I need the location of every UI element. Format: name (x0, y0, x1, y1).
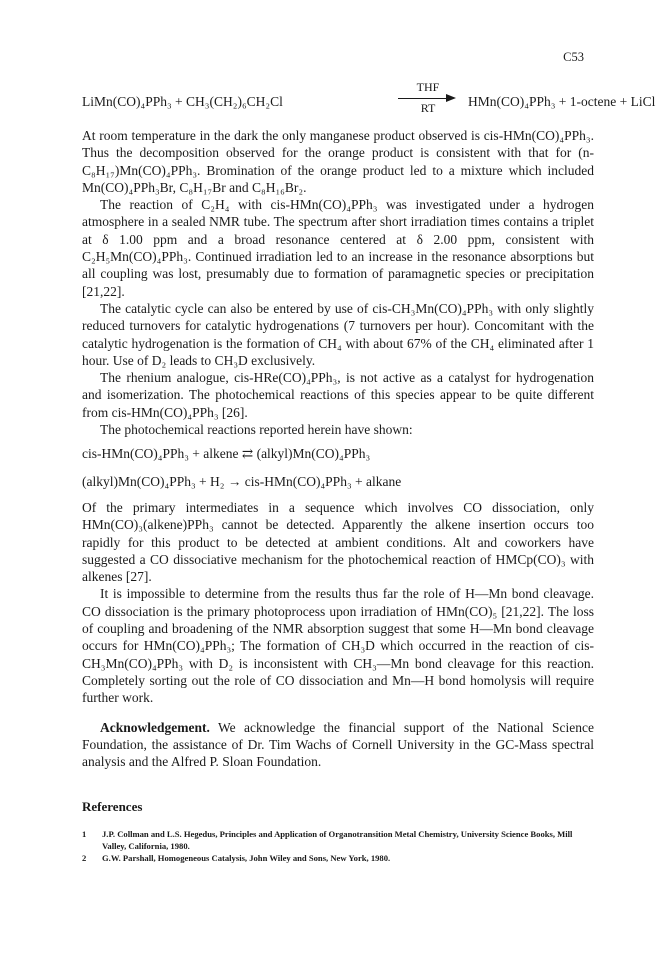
arrow-solvent-label: THF (416, 80, 440, 94)
reference-number: 2 (82, 853, 87, 863)
paragraph: It is impossible to determine from the results thus far the role of H—Mn bond cleavage. CO dissociation is the primary photoprocess upon irradiation of HMn(CO)₅ [21,22]. The loss of coupling and broadening of the NMR absorption suggest that some H—Mn bond cleavage occurs for HMn(CO)₄PPh₃; The formation of CH₃D which occurred in the reaction of cis-CH₃Mn(CO)₄PPh₃ with D₂ is inconsistent with CH₃—Mn bond cleavage for this reaction. Completely sorting out the role of CO dissociation and Mn—H bond homolysis will require further work. (82, 586, 594, 706)
reference-text: G.W. Parshall, Homogeneous Catalysis, John Wiley and Sons, New York, 1980. (102, 853, 391, 863)
acknowledgement-heading: Acknowledgement. (100, 719, 210, 735)
body-text (82, 127, 594, 770)
paragraph: At room temperature in the dark the only manganese product observed is cis-HMn(CO)₄PPh₃. Thus the decomposition observed for the orange product is consistent with that for (n-C₈H₁₇)Mn(CO)₄PPh₃. Bromination of the orange product led to a mixture which included Mn(CO)₄PPh₃Br, C₈H₁₇Br and C₈H₁₆Br₂. (82, 128, 594, 195)
reference-number: 1 (82, 829, 87, 839)
reaction-arrow (396, 80, 460, 114)
paragraph: The photochemical reactions reported herein have shown: (100, 422, 413, 438)
arrow-condition-label: RT (420, 101, 436, 115)
reference-text: J.P. Collman and L.S. Hegedus, Principles and Application of Organotransition Metal Chemistry, University Science Books, Mill Valley, California, 1980. (102, 829, 573, 851)
equation-products: HMn(CO)₄PPh₃ + 1-octene + LiCl (468, 94, 656, 109)
paragraph: Of the primary intermediates in a sequence which involves CO dissociation, only HMn(CO)₃(alkene)PPh₃ cannot be detected. Apparently the alkene insertion occurs too rapidly for this product to be detected at ambient conditions. Alt and coworkers have suggested a CO dissociative mechanism for the photochemical reaction of HMCp(CO)₃ with alkenes [27]. (82, 499, 594, 585)
references-heading: References (82, 799, 143, 814)
paragraph: The catalytic cycle can also be entered by use of cis-CH₃Mn(CO)₄PPh₃ with only slightly reduced turnovers for catalytic hydrogenations (7 turnovers per hour). Concomitant with the catalytic hydrogenation is the formation of CH₄ with about 67% of the CH₄ eliminated after 1 hour. Use of D₂ leads to CH₃D exclusively. (82, 300, 594, 368)
reference-list (82, 829, 594, 866)
paragraph: The rhenium analogue, cis-HRe(CO)₄PPh₃, is not active as a catalyst for hydrogenation and isomerization. The photochemical reactions of this species appear to be quite different from cis-HMn(CO)₄PPh₃ [26]. (82, 370, 594, 420)
page-number: C53 (563, 50, 584, 64)
acknowledgement-text: We acknowledge the financial support of the National Science Foundation, the assistance of Dr. Tim Wachs of Cornell University in the GC-Mass spectral analysis and the Alfred P. Sloan Foundation. (82, 719, 594, 770)
reference-item (82, 853, 594, 865)
reaction-line: cis-HMn(CO)₄PPh₃ + alkene ⇄ (alkyl)Mn(CO)₄PPh₃ (82, 446, 371, 462)
reaction-equation (82, 80, 656, 115)
arrow-line (398, 98, 448, 99)
reaction-line: (alkyl)Mn(CO)₄PPh₃ + H₂ → cis-HMn(CO)₄PPh₃ + alkane (82, 473, 402, 489)
acknowledgement (82, 719, 594, 771)
reference-item (82, 829, 594, 852)
equation-reactants: LiMn(CO)₄PPh₃ + CH₃(CH₂)₆CH₂Cl (82, 94, 283, 109)
paragraph: The reaction of C₂H₄ with cis-HMn(CO)₄PPh₃ was investigated under a hydrogen atmosphere in a sealed NMR tube. The spectrum after short irradiation times contains a triplet at δ 1.00 ppm and a broad resonance centered at δ 2.00 ppm, consistent with C₂H₅Mn(CO)₄PPh₃. Continued irradiation led to an increase in the resonance absorptions but all coupling was lost, presumably due to formation of paramagnetic species or precipitation [21,22]. (82, 197, 594, 299)
